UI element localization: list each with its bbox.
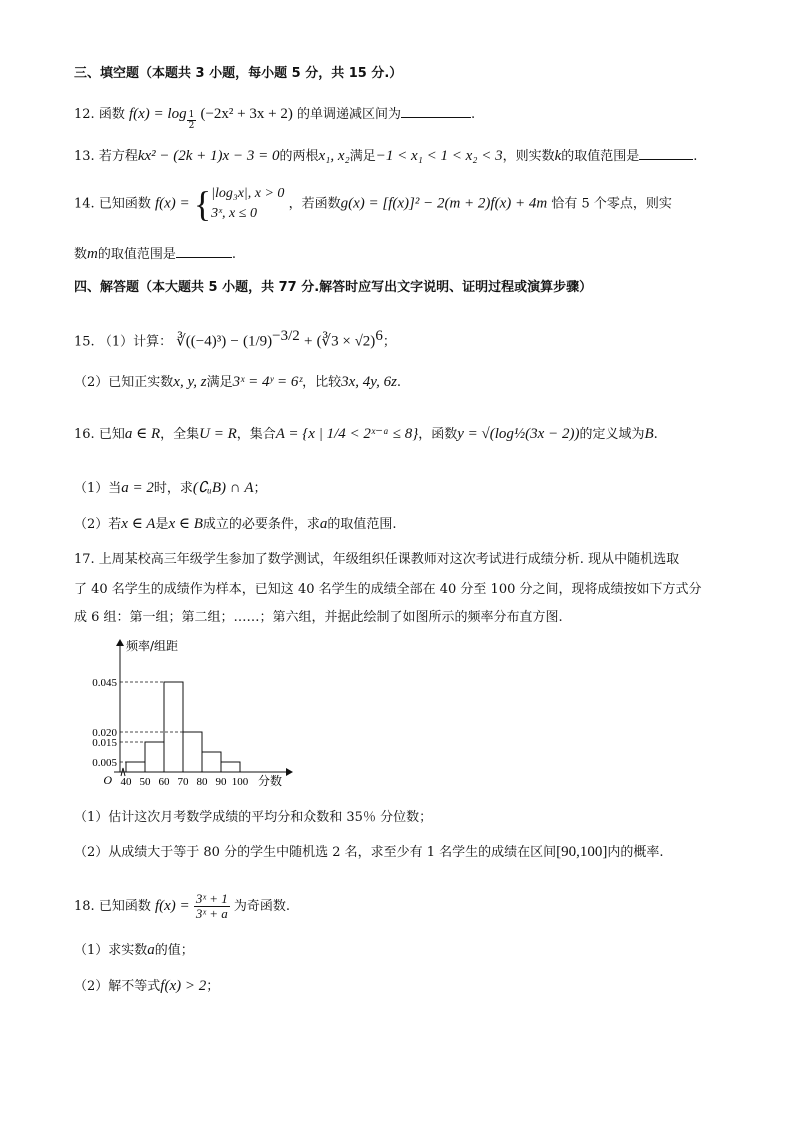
histogram-bar <box>183 732 202 772</box>
q12-func: f(x) = log <box>128 106 187 122</box>
q18-func: f(x) = <box>154 898 190 914</box>
q18-fraction <box>194 892 230 921</box>
q13-cond-pre: 满足 <box>349 149 376 164</box>
q16-setA: A = {x | 1/4 < 2ˣ⁻ᵃ ≤ 8} <box>275 426 419 442</box>
question-18-part1 <box>74 940 194 961</box>
q13-post: ，则实数 <box>502 149 555 164</box>
q12-answer-blank[interactable] <box>401 117 471 118</box>
question-13 <box>74 146 697 167</box>
q15-part1-label: （1）计算： <box>98 334 173 350</box>
y-tick-label: 0.045 <box>92 677 117 689</box>
q15-part2-label: （2）已知正实数 <box>74 375 174 390</box>
question-15: 15. （1）计算： ∛((−4)³) − $(1/9)^{-3/2}$ + (∛3 × √2)$^6$； <box>74 328 396 350</box>
question-18-part2 <box>74 976 219 997</box>
q14-line2-post: 的取值范围是 <box>97 247 176 262</box>
question-16-part1 <box>74 478 267 499</box>
q17-part2-post: 内的概率. <box>607 845 664 860</box>
q14-func: f(x) = <box>154 195 190 212</box>
q18-part1-post: 的值； <box>154 943 194 958</box>
q15-number: 15. <box>74 334 95 350</box>
q15-compare-pre: ，比较 <box>302 375 342 390</box>
x-tick-label: 90 <box>215 776 227 788</box>
q15-exp2: −3/2 <box>272 328 300 344</box>
question-14 <box>74 184 672 224</box>
q17-part2-pre: （2）从成绩大于等于 80 分的学生中随机选 2 名，求至少有 1 名学生的成绩在区间 <box>74 845 557 860</box>
question-14-line2 <box>74 244 236 265</box>
q16-func: y = √(log½(3x − 2)) <box>457 426 580 442</box>
q16-part1-end: ； <box>253 481 267 496</box>
q13-equation: kx² − (2k + 1)x − 3 = 0 <box>137 148 280 164</box>
x-tick-label: 60 <box>158 776 170 788</box>
q16-part2-mid: 是 <box>155 517 169 532</box>
q18-pre: 已知函数 <box>98 899 151 914</box>
x-tick-label: 80 <box>196 776 208 788</box>
origin-label: O <box>103 773 112 787</box>
q15-compare: 3x, 4y, 6z <box>341 374 397 390</box>
q18-numerator: 3ˣ + 1 <box>195 891 228 906</box>
histogram-bar <box>202 752 221 772</box>
q18-part1-var: a <box>147 942 155 958</box>
q18-part2-expr: f(x) > 2 <box>160 978 207 994</box>
y-tick-label: 0.015 <box>92 737 117 749</box>
q12-pre: 函数 <box>98 107 125 122</box>
q16-part2-a: x ∈ A <box>121 516 156 532</box>
q15-end2: . <box>396 375 402 390</box>
q14-line2-pre: 数 <box>74 247 88 262</box>
section4-heading: 四、解答题（本大题共 5 小题，共 77 分.解答时应写出文字说明、证明过程或演算步骤） <box>74 280 593 295</box>
question-17-part1: （1）估计这次月考数学成绩的平均分和众数和 35％ 分位数； <box>74 810 433 825</box>
q13-end: . <box>693 149 698 164</box>
q13-number: 13. <box>74 149 95 164</box>
question-18 <box>74 892 290 921</box>
q13-mid: 的两根 <box>279 149 319 164</box>
q18-part2-pre: （2）解不等式 <box>74 979 161 994</box>
q16-part2-b: x ∈ B <box>168 516 203 532</box>
q14-mid: ，若函数 <box>288 196 341 212</box>
q15-end1: ； <box>382 334 396 350</box>
q13-answer-blank[interactable] <box>639 159 693 160</box>
q18-number: 18. <box>74 899 95 914</box>
q15-expr1: ∛((−4)³) <box>176 333 227 350</box>
q13-post2: 的取值范围是 <box>561 149 640 164</box>
q16-part1-mid: 时，求 <box>153 481 193 496</box>
q14-g: g(x) = [f(x)]² − 2(m + 2)f(x) + 4m <box>340 195 548 212</box>
q14-case2: 3ˣ, x ≤ 0 <box>211 206 257 221</box>
question-16-part2 <box>74 514 397 535</box>
y-tick-label: 0.020 <box>92 727 117 739</box>
histogram-bar <box>145 742 164 772</box>
q18-part2-end: ； <box>206 979 220 994</box>
q16-univ: U = R <box>199 426 237 442</box>
q14-post: 恰有 5 个零点，则实 <box>551 196 672 212</box>
question-16 <box>74 424 658 445</box>
q18-post: 为奇函数. <box>233 899 291 914</box>
q15-vars: x, y, z <box>173 374 207 390</box>
q16-setA-pre: ，集合 <box>236 427 276 442</box>
q15-cond-pre: 满足 <box>206 375 233 390</box>
q16-part1-pre: （1）当 <box>74 481 122 496</box>
q16-part1-cond: a = 2 <box>121 480 154 496</box>
q12-post: 的单调递减区间为 <box>296 107 401 122</box>
histogram-bar <box>221 762 240 772</box>
frequency-histogram <box>70 636 300 794</box>
q14-answer-blank[interactable] <box>176 257 232 258</box>
q16-part1-expr: (∁ᵤB) ∩ A <box>192 480 254 496</box>
q16-part2-end: 的取值范围. <box>327 517 397 532</box>
q14-end: . <box>231 247 237 262</box>
q16-domain: 的定义域为 <box>579 427 645 442</box>
q18-denominator: 3ˣ + a <box>195 906 228 921</box>
q12-arg: (−2x² + 3x + 2) <box>200 106 293 122</box>
x-tick-label: 50 <box>139 776 151 788</box>
q16-func-pre: ，函数 <box>418 427 458 442</box>
q15-cond: 3ˣ = 4ʸ = 6ᶻ <box>232 374 303 390</box>
q16-part2-post: 成立的必要条件，求 <box>202 517 320 532</box>
q16-a-in: a ∈ R <box>124 426 161 442</box>
q15-expr2: (1/9) <box>243 333 273 350</box>
q16-univ-pre: ，全集 <box>160 427 200 442</box>
q15-expr3: (∛3 × √2) <box>316 333 376 350</box>
q13-condition: −1 < x₁ < 1 < x₂ < 3 <box>375 148 503 164</box>
x-tick-label: 100 <box>231 776 249 788</box>
question-12 <box>74 104 475 131</box>
q13-pre: 若方程 <box>98 149 138 164</box>
q14-case1: |log₃x|, x > 0 <box>211 186 285 201</box>
q16-part2-var: a <box>319 516 328 532</box>
section3-heading: 三、填空题（本题共 3 小题，每小题 5 分，共 15 分.） <box>74 66 403 81</box>
q16-B: B <box>644 426 654 442</box>
q14-var: m <box>87 246 98 262</box>
q14-cases <box>211 184 284 224</box>
q12-end: . <box>471 107 476 122</box>
q13-var: k <box>554 148 562 164</box>
q12-log-base: $\frac{1}{2}$ <box>188 110 195 131</box>
question-17-line2: 了 40 名学生的成绩作为样本，已知这 40 名学生的成绩全部在 40 分至 100 分之间，现将成绩按如下方式分 <box>74 582 702 597</box>
x-axis-label: 分数 <box>258 774 283 788</box>
q14-brace: { <box>193 184 212 224</box>
q16-part2-pre: （2）若 <box>74 517 122 532</box>
q18-part1-pre: （1）求实数 <box>74 943 148 958</box>
q13-roots: x₁, x₂ <box>318 148 350 164</box>
q14-number: 14. <box>74 196 95 212</box>
q14-pre: 已知函数 <box>98 196 151 212</box>
y-axis-label: 频率/组距 <box>126 639 179 653</box>
y-tick-label: 0.005 <box>92 757 117 769</box>
histogram-bar <box>164 682 183 772</box>
q16-end: . <box>653 427 658 442</box>
q16-number: 16. <box>74 427 95 442</box>
question-17-part2 <box>74 842 664 863</box>
histogram-bar <box>126 762 145 772</box>
q12-number: 12. <box>74 107 95 122</box>
x-tick-label: 40 <box>120 776 132 788</box>
q16-pre: 已知 <box>98 427 125 442</box>
q15-exp3: 6 <box>375 328 383 344</box>
question-15-part2 <box>74 372 401 393</box>
question-17-line3: 成 6 组：第一组；第二组；……；第六组，并据此绘制了如图所示的频率分布直方图. <box>74 610 563 625</box>
question-17-line1: 17. 上周某校高三年级学生参加了数学测试，年级组织任课教师对这次考试进行成绩分析. 现从中随机选取 <box>74 552 680 567</box>
q17-part2-interval: [90,100] <box>556 844 608 860</box>
x-tick-label: 70 <box>177 776 189 788</box>
